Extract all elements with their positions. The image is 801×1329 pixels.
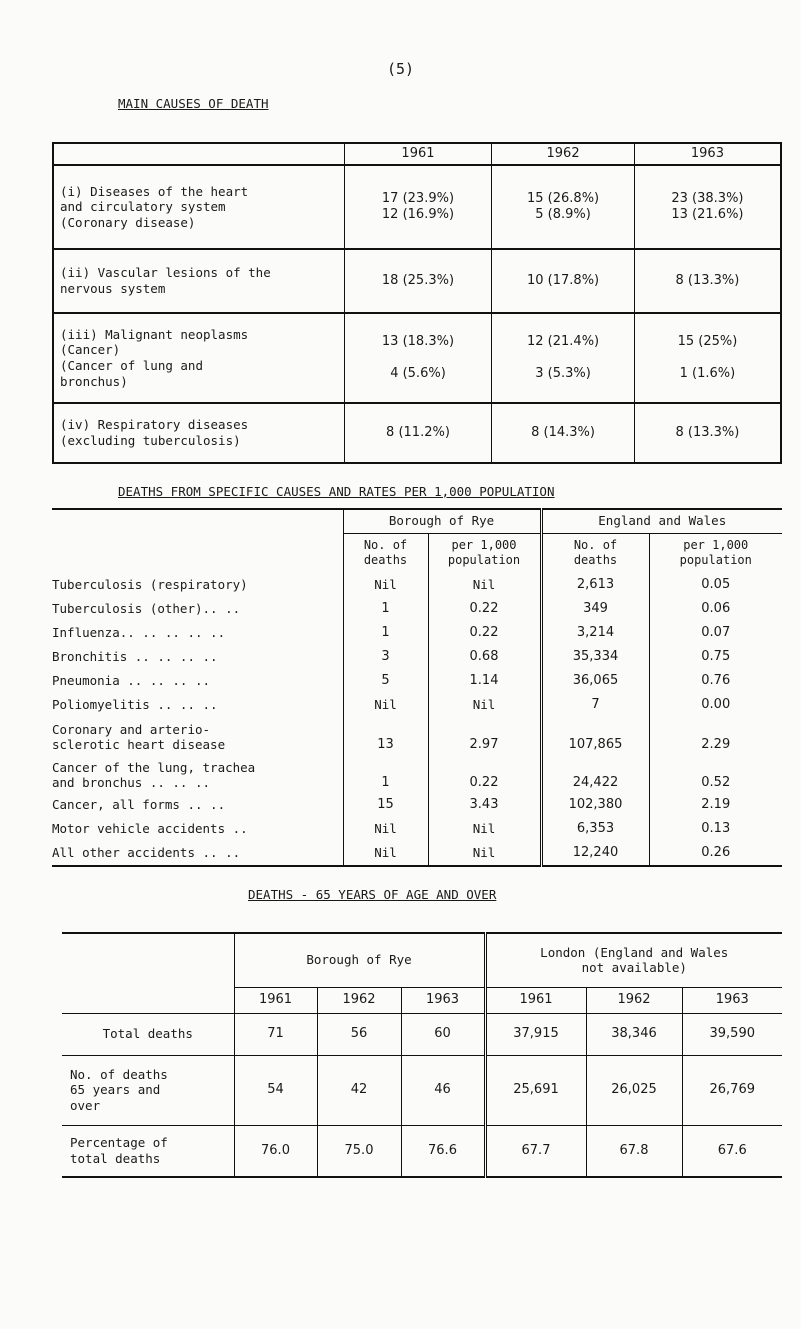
row-value: 67.6 [682, 1125, 782, 1177]
ew-deaths: 349 [541, 597, 649, 621]
year-header: 1961 [234, 987, 317, 1013]
rye-deaths: 15 [343, 793, 428, 817]
table-row [62, 1013, 782, 1055]
subheader-rate: per 1,000 population [428, 533, 541, 573]
ew-rate: 0.52 [701, 774, 731, 790]
cause-value: 12 (21.4%) 3 (5.3%) [492, 313, 635, 403]
subheader-row [52, 533, 782, 573]
row-value: 76.0 [234, 1125, 317, 1177]
table-row [52, 841, 782, 866]
row-value: 67.8 [586, 1125, 682, 1177]
main-causes-table [52, 142, 782, 464]
year-header: 1961 [344, 143, 492, 165]
row-label: Total deaths [62, 1013, 234, 1055]
ew-rate: 2.19 [701, 796, 731, 812]
rye-rate: 0.68 [428, 645, 541, 669]
table-row [53, 313, 781, 403]
table-row [52, 597, 782, 621]
table-header-row [53, 143, 781, 165]
rye-deaths: 1 [343, 621, 428, 645]
rye-rate: Nil [428, 693, 541, 717]
rye-deaths: 5 [343, 669, 428, 693]
table-row [52, 793, 782, 817]
rye-rate: Nil [428, 841, 541, 866]
ew-rate: 0.26 [701, 844, 731, 860]
rye-rate: 1.14 [428, 669, 541, 693]
cause-label: (iv) Respiratory diseases (excluding tuberculosis) [53, 403, 344, 463]
row-value: 25,691 [485, 1055, 586, 1125]
rye-rate: 0.22 [428, 755, 541, 793]
cause-name: All other accidents .. .. [52, 841, 343, 866]
row-value: 71 [234, 1013, 317, 1055]
ew-deaths: 12,240 [541, 841, 649, 866]
table-row [62, 1125, 782, 1177]
row-value: 26,025 [586, 1055, 682, 1125]
table-row [53, 249, 781, 313]
ew-deaths: 36,065 [541, 669, 649, 693]
year-header: 1961 [485, 987, 586, 1013]
header-blank [62, 987, 234, 1013]
ew-rate: 0.06 [701, 600, 731, 616]
table-row [52, 573, 782, 597]
row-value: 26,769 [682, 1055, 782, 1125]
year-header-row [62, 987, 782, 1013]
cause-value: 10 (17.8%) [492, 249, 635, 313]
cause-name: Cancer, all forms .. .. [52, 793, 343, 817]
ew-rate: 0.76 [701, 672, 731, 688]
row-value: 67.7 [485, 1125, 586, 1177]
year-header: 1962 [317, 987, 401, 1013]
row-value: 46 [401, 1055, 485, 1125]
cause-label: (ii) Vascular lesions of the nervous system [53, 249, 344, 313]
ew-deaths: 102,380 [541, 793, 649, 817]
rye-deaths: 13 [343, 717, 428, 755]
cause-value: 8 (11.2%) [344, 403, 492, 463]
cause-name: Poliomyelitis .. .. .. [52, 693, 343, 717]
cause-name: Coronary and arterio- sclerotic heart disease [52, 717, 343, 755]
ew-deaths: 35,334 [541, 645, 649, 669]
year-header: 1963 [401, 987, 485, 1013]
deaths-65-heading: DEATHS - 65 YEARS OF AGE AND OVER [248, 887, 497, 902]
cause-name: Tuberculosis (other).. .. [52, 597, 343, 621]
rye-deaths: 3 [343, 645, 428, 669]
year-header: 1962 [586, 987, 682, 1013]
row-value: 76.6 [401, 1125, 485, 1177]
row-value: 60 [401, 1013, 485, 1055]
main-causes-heading: MAIN CAUSES OF DEATH [118, 96, 269, 111]
subheader-deaths: No. of deaths [343, 533, 428, 573]
row-value: 38,346 [586, 1013, 682, 1055]
ew-deaths: 6,353 [541, 817, 649, 841]
group-header-london: London (England and Wales not available) [485, 933, 782, 987]
row-value: 39,590 [682, 1013, 782, 1055]
group-header-england-wales: England and Wales [541, 509, 782, 533]
cause-value: 13 (18.3%) 4 (5.6%) [344, 313, 492, 403]
cause-value: 8 (13.3%) [634, 249, 781, 313]
specific-causes-heading: DEATHS FROM SPECIFIC CAUSES AND RATES PER 1,000 POPULATION [118, 484, 555, 499]
ew-rate: 0.07 [701, 624, 731, 640]
ew-rate: 0.00 [701, 696, 731, 712]
row-value: 37,915 [485, 1013, 586, 1055]
cause-name: Motor vehicle accidents .. [52, 817, 343, 841]
year-header: 1962 [492, 143, 635, 165]
ew-deaths: 3,214 [541, 621, 649, 645]
deaths-65-table [62, 932, 782, 1178]
cause-name: Influenza.. .. .. .. .. [52, 621, 343, 645]
cause-name: Pneumonia .. .. .. .. [52, 669, 343, 693]
header-blank [52, 509, 343, 533]
ew-rate: 0.75 [701, 648, 731, 664]
table-row [52, 717, 782, 755]
cause-value: 8 (14.3%) [492, 403, 635, 463]
rye-deaths: Nil [343, 817, 428, 841]
cause-name: Tuberculosis (respiratory) [52, 573, 343, 597]
table-row [52, 645, 782, 669]
page-number: (5) [386, 60, 415, 78]
table-row [52, 755, 782, 793]
row-value: 56 [317, 1013, 401, 1055]
table-row [52, 693, 782, 717]
ew-rate: 0.05 [701, 576, 731, 592]
ew-deaths: 24,422 [541, 755, 649, 793]
header-blank [62, 933, 234, 987]
cause-value: 17 (23.9%) 12 (16.9%) [344, 165, 492, 249]
ew-deaths: 7 [541, 693, 649, 717]
group-header-row [62, 933, 782, 987]
rye-rate: 3.43 [428, 793, 541, 817]
row-value: 42 [317, 1055, 401, 1125]
row-label: No. of deaths 65 years and over [62, 1055, 234, 1125]
rye-deaths: 1 [343, 755, 428, 793]
rye-deaths: Nil [343, 573, 428, 597]
rye-rate: Nil [428, 817, 541, 841]
group-header-row [52, 509, 782, 533]
cause-value: 15 (25%) 1 (1.6%) [634, 313, 781, 403]
table-row [53, 403, 781, 463]
table-row [52, 669, 782, 693]
cause-label: (iii) Malignant neoplasms (Cancer) (Cancer of lung and bronchus) [53, 313, 344, 403]
ew-rate: 0.13 [701, 820, 731, 836]
cause-value: 18 (25.3%) [344, 249, 492, 313]
rye-rate: 2.97 [428, 717, 541, 755]
row-label: Percentage of total deaths [62, 1125, 234, 1177]
subheader-rate: per 1,000 population [679, 538, 752, 568]
row-value: 75.0 [317, 1125, 401, 1177]
cause-label: (i) Diseases of the heart and circulatory system (Coronary disease) [53, 165, 344, 249]
group-header-rye: Borough of Rye [343, 509, 541, 533]
header-blank [53, 143, 344, 165]
rye-rate: 0.22 [428, 597, 541, 621]
row-value: 54 [234, 1055, 317, 1125]
table-row [52, 621, 782, 645]
cause-value: 15 (26.8%) 5 (8.9%) [492, 165, 635, 249]
rye-rate: Nil [428, 573, 541, 597]
year-header: 1963 [634, 143, 781, 165]
subheader-deaths: No. of deaths [541, 533, 649, 573]
rye-deaths: Nil [343, 693, 428, 717]
cause-name: Bronchitis .. .. .. .. [52, 645, 343, 669]
cause-value: 8 (13.3%) [634, 403, 781, 463]
rye-deaths: Nil [343, 841, 428, 866]
header-blank [52, 533, 343, 573]
year-header: 1963 [682, 987, 782, 1013]
specific-causes-table [52, 508, 782, 867]
table-row [52, 817, 782, 841]
rye-deaths: 1 [343, 597, 428, 621]
ew-rate: 2.29 [701, 736, 731, 752]
rye-rate: 0.22 [428, 621, 541, 645]
group-header-rye: Borough of Rye [234, 933, 485, 987]
ew-deaths: 2,613 [541, 573, 649, 597]
ew-deaths: 107,865 [541, 717, 649, 755]
cause-name: Cancer of the lung, trachea and bronchus .. .. .. [52, 755, 343, 793]
table-row [62, 1055, 782, 1125]
table-row [53, 165, 781, 249]
cause-value: 23 (38.3%) 13 (21.6%) [634, 165, 781, 249]
